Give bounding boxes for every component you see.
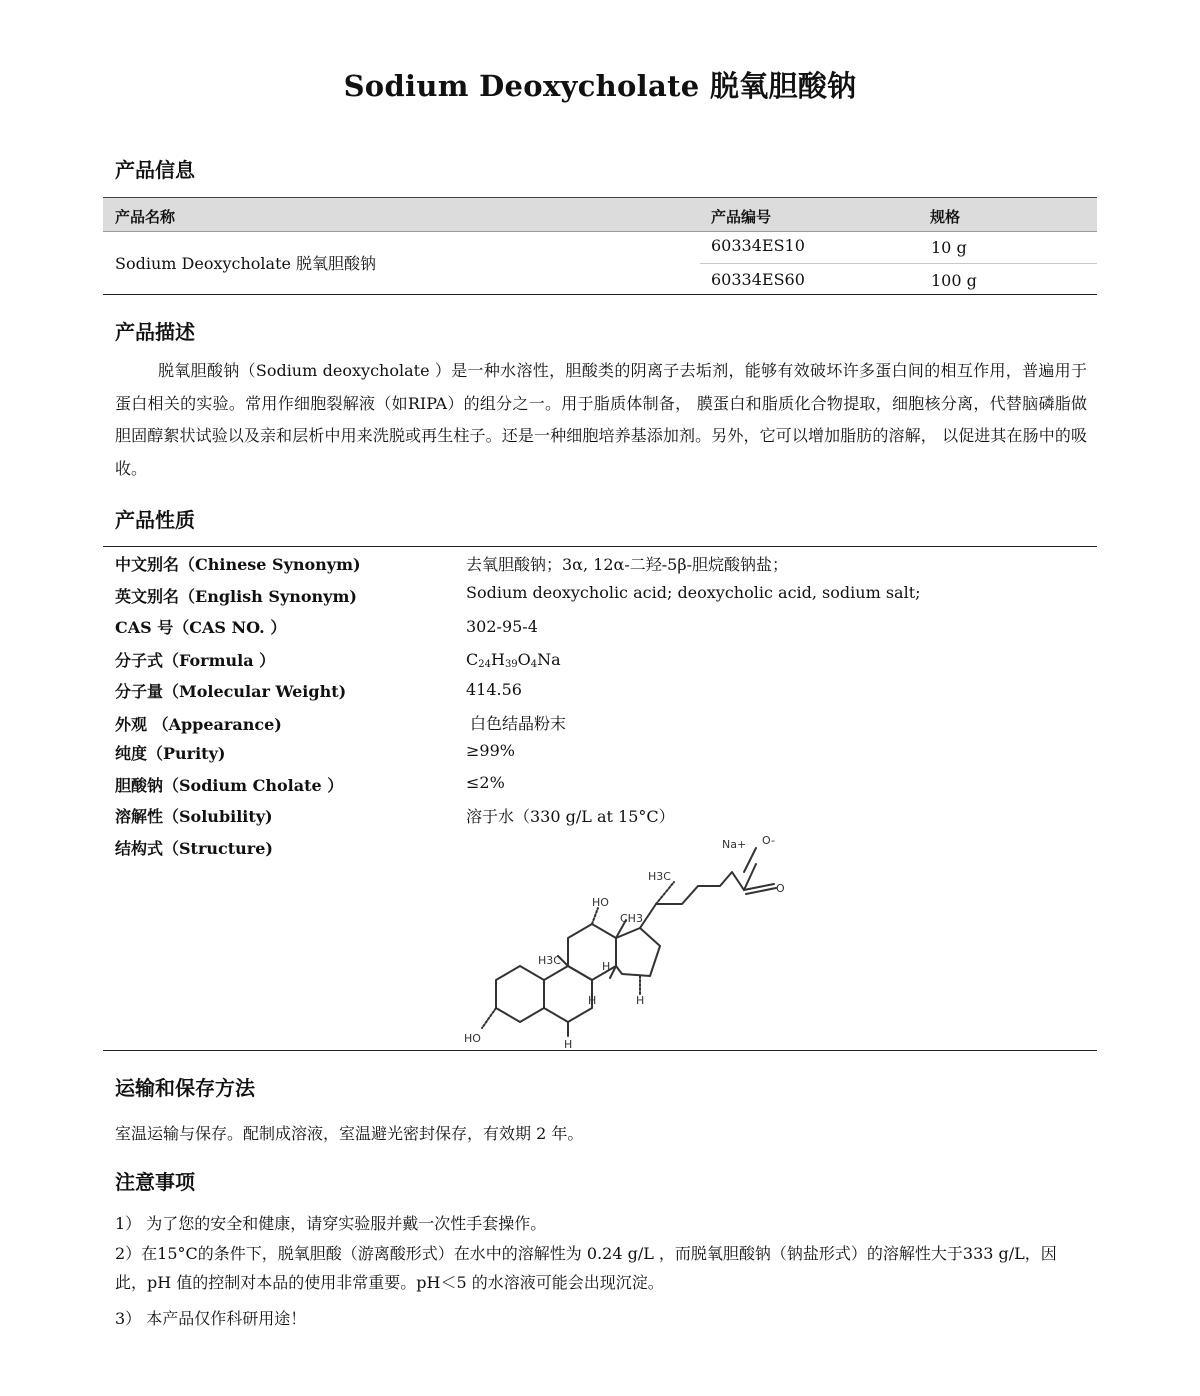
product-size-cell: 10 g [931, 238, 967, 257]
label-h3: H [636, 994, 645, 1007]
column-header-name: 产品名称 [115, 208, 176, 226]
table-row-divider [700, 263, 1097, 264]
formula-h: H [490, 650, 505, 669]
property-label-purity: 纯度（Purity) [115, 744, 226, 763]
property-value-chinese-synonym: 去氧胆酸钠；3α, 12α-二羟-5β-胆烷酸钠盐； [466, 555, 788, 574]
label-o-minus: O- [762, 834, 775, 847]
label-o: O [776, 882, 785, 895]
property-label-chinese-synonym: 中文别名（Chinese Synonym) [115, 555, 361, 574]
section-heading-storage: 运输和保存方法 [115, 1076, 255, 1100]
product-name-cell: Sodium Deoxycholate 脱氧胆酸钠 [115, 254, 377, 273]
property-label-cas: CAS 号（CAS NO. ） [115, 618, 287, 637]
label-h1: H [588, 994, 597, 1007]
property-label-sodium-cholate: 胆酸钠（Sodium Cholate ） [115, 776, 344, 795]
note-item-2: 2）在15°C的条件下，脱氧胆酸（游离酸形式）在水中的溶解性为 0.24 g/L ，而脱氧胆酸钠（钠盐形式）的溶解性大于333 g/L，因此，pH 值的控制对本品的使用非常重要。pH＜5 的水溶液可能会出现沉淀。 [115, 1244, 1057, 1292]
section-heading-notes: 注意事项 [115, 1170, 195, 1194]
structure-diagram [460, 828, 800, 1050]
property-value-molecular-weight: 414.56 [466, 680, 522, 699]
note-item-3: 3） 本产品仅作科研用途！ [115, 1309, 307, 1328]
ring-b [544, 966, 592, 1022]
product-code-cell: 60334ES60 [711, 270, 805, 289]
property-label-appearance: 外观 （Appearance) [115, 715, 282, 734]
bond-ho-bottom [482, 1008, 496, 1028]
label-ho-bottom: HO [464, 1032, 481, 1045]
property-label-english-synonym: 英文别名（English Synonym) [115, 587, 357, 606]
property-label-molecular-weight: 分子量（Molecular Weight) [115, 682, 347, 701]
ring-a [496, 966, 544, 1022]
label-ho-top: HO [592, 896, 609, 909]
formula-o-count: 4 [530, 659, 538, 670]
formula-c: C [466, 650, 479, 669]
product-size-cell: 100 g [931, 271, 977, 290]
property-value-appearance: 白色结晶粉末 [470, 714, 567, 733]
label-h3c-top: H3C [648, 870, 671, 883]
formula-h-count: 39 [504, 659, 518, 670]
property-value-sodium-cholate: ≤2% [466, 773, 505, 792]
property-value-english-synonym: Sodium deoxycholic acid; deoxycholic acid, sodium salt; [466, 583, 921, 602]
properties-top-rule [103, 546, 1097, 547]
formula-c-count: 24 [478, 659, 491, 670]
description-paragraph: 脱氧胆酸钠（Sodium deoxycholate ）是一种水溶性，胆酸类的阴离子去垢剂，能够有效破坏许多蛋白间的相互作用，普遍用于蛋白相关的实验。常用作细胞裂解液（如RIPA）的组分之一。用于脂质体制备， 膜蛋白和脂质化合物提取，细胞核分离，代替脑磷脂做胆固醇絮状试验以及亲和层析中用来洗脱或再生柱子。还是一种细胞培养基添加剂。另外，它可以增加脂肪的溶解， 以促进其在肠中的吸收。 [115, 361, 1087, 478]
column-header-size: 规格 [930, 208, 961, 226]
label-h3c-mid: H3C [538, 954, 561, 967]
bond-ho-top [592, 908, 598, 924]
formula-o: O [517, 650, 531, 669]
property-label-solubility: 溶解性（Solubility) [115, 807, 273, 826]
property-value-formula [466, 650, 561, 670]
properties-bottom-rule [103, 1050, 1097, 1051]
storage-text: 室温运输与保存。配制成溶液，室温避光密封保存，有效期 2 年。 [115, 1124, 584, 1143]
label-h4: H [564, 1038, 573, 1050]
page-title: Sodium Deoxycholate 脱氧胆酸钠 [343, 69, 857, 103]
product-table-header [103, 197, 1097, 232]
column-header-code: 产品编号 [711, 208, 772, 226]
table-bottom-rule [103, 294, 1097, 295]
section-heading-info: 产品信息 [115, 158, 195, 182]
note-item-1: 1） 为了您的安全和健康，请穿实验服并戴一次性手套操作。 [115, 1214, 547, 1233]
property-label-structure: 结构式（Structure) [115, 839, 273, 858]
property-value-solubility: 溶于水（330 g/L at 15°C） [466, 807, 675, 826]
ring-d [616, 928, 660, 976]
property-label-formula: 分子式（Formula ） [115, 651, 276, 670]
label-ch3: CH3 [620, 912, 643, 925]
label-h2: H [602, 960, 611, 973]
section-heading-properties: 产品性质 [115, 508, 195, 532]
bond-methyl-top [656, 882, 674, 904]
property-value-purity: ≥99% [466, 741, 515, 760]
formula-na: Na [537, 650, 561, 669]
section-heading-description: 产品描述 [115, 320, 195, 344]
property-value-cas: 302-95-4 [466, 617, 538, 636]
product-code-cell: 60334ES10 [711, 236, 805, 255]
label-na: Na+ [722, 838, 747, 851]
